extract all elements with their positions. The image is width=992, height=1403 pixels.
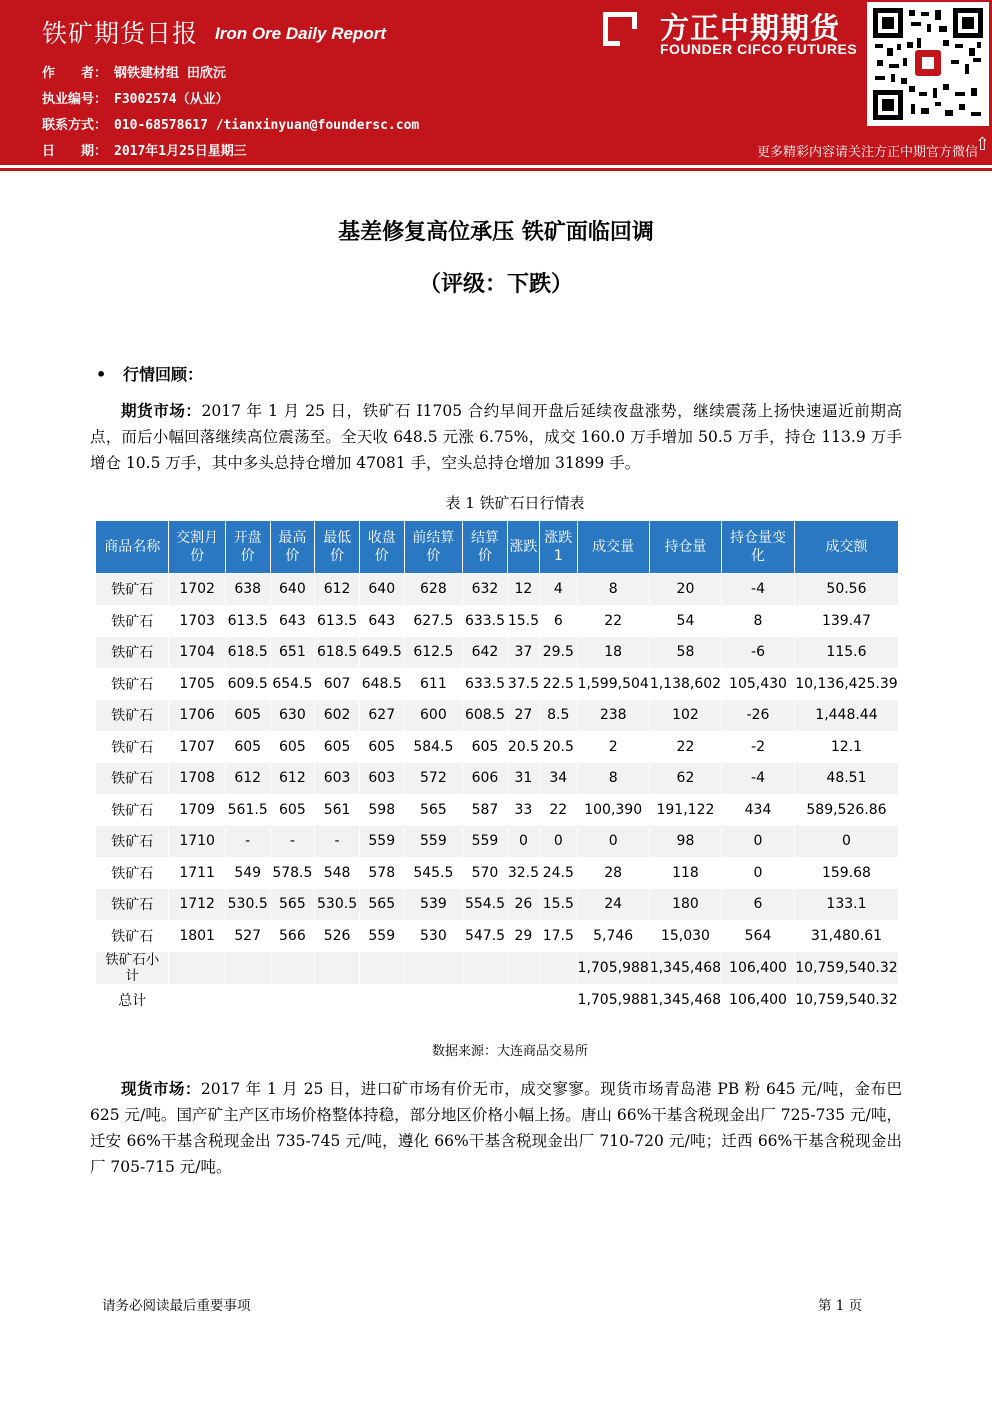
table-row	[96, 731, 899, 763]
table-cell: 640	[270, 574, 315, 606]
table-cell: 530	[404, 920, 463, 952]
table-cell: 559	[404, 826, 463, 858]
table-cell: 1,705,988	[577, 985, 649, 1017]
table-cell: 651	[270, 637, 315, 669]
table-cell: 1704	[169, 637, 225, 669]
table-cell: 1,599,504	[577, 668, 649, 700]
table-cell: 1711	[169, 857, 225, 889]
table-row	[96, 763, 899, 795]
table-cell: 37.5	[507, 668, 539, 700]
meta-date-value: 2017年1月25日星期三	[114, 144, 247, 159]
report-header	[0, 0, 992, 165]
table-cell: 1710	[169, 826, 225, 858]
table-cell: 1,448.44	[794, 700, 898, 732]
table-cell: 1,138,602	[649, 668, 721, 700]
table-cell: 565	[359, 889, 404, 921]
table-cell: 548	[315, 857, 360, 889]
table-cell: 1708	[169, 763, 225, 795]
table-cell	[169, 952, 225, 985]
table-header-row	[96, 521, 899, 574]
table-cell: 191,122	[649, 794, 721, 826]
table-cell: 578.5	[270, 857, 315, 889]
table-cell: 632	[463, 574, 508, 606]
table-cell: 铁矿石	[96, 826, 169, 858]
table-cell	[540, 952, 578, 985]
table-cell: 578	[359, 857, 404, 889]
table-cell: 605	[315, 731, 360, 763]
table-cell	[270, 985, 315, 1017]
bullet-icon: •	[96, 365, 107, 384]
table-cell: 0	[507, 826, 539, 858]
table-cell: 654.5	[270, 668, 315, 700]
table-cell: 618.5	[225, 637, 270, 669]
table-cell: 26	[507, 889, 539, 921]
table-cell: 613.5	[225, 605, 270, 637]
table-cell: 115.6	[794, 637, 898, 669]
table-cell: 31,480.61	[794, 920, 898, 952]
table-cell: 1707	[169, 731, 225, 763]
report-headline: 基差修复高位承压 铁矿面临回调	[338, 220, 654, 245]
table-cell: -	[270, 826, 315, 858]
table-cell: 605	[270, 731, 315, 763]
table-cell: 559	[359, 920, 404, 952]
table-cell	[225, 952, 270, 985]
column-header: 商品名称	[96, 521, 169, 574]
table-cell: 607	[315, 668, 360, 700]
table-cell: 643	[359, 605, 404, 637]
table-cell: 539	[404, 889, 463, 921]
table-cell: 12.1	[794, 731, 898, 763]
table-cell: 612	[315, 574, 360, 606]
table-cell: 566	[270, 920, 315, 952]
table-cell	[507, 952, 539, 985]
table-cell: 605	[225, 731, 270, 763]
table-row	[96, 700, 899, 732]
table-cell: 640	[359, 574, 404, 606]
table-cell: 549	[225, 857, 270, 889]
column-header: 持仓量	[649, 521, 721, 574]
table-cell: 1,705,988	[577, 952, 649, 985]
table-cell: 铁矿石	[96, 731, 169, 763]
table-cell: 530.5	[315, 889, 360, 921]
footer-disclaimer: 请务必阅读最后重要事项	[102, 1298, 251, 1314]
meta-license	[42, 88, 229, 107]
table-cell: -	[315, 826, 360, 858]
table-cell: 105,430	[722, 668, 795, 700]
data-source: 数据来源：大连商品交易所	[431, 1044, 588, 1059]
table-cell: 434	[722, 794, 795, 826]
table-row	[96, 826, 899, 858]
table-cell: 62	[649, 763, 721, 795]
meta-date-key: 日 期：	[42, 144, 108, 159]
table-cell: 98	[649, 826, 721, 858]
futures-paragraph	[90, 398, 902, 476]
table-cell: 54	[649, 605, 721, 637]
table-cell	[507, 985, 539, 1017]
table-cell	[169, 985, 225, 1017]
founder-logo-icon	[603, 12, 637, 46]
table-row	[96, 668, 899, 700]
table-cell: 605	[225, 700, 270, 732]
table-cell: 15.5	[507, 605, 539, 637]
table-cell: 561	[315, 794, 360, 826]
table-cell: 28	[577, 857, 649, 889]
table-cell: 0	[577, 826, 649, 858]
table-cell: 37	[507, 637, 539, 669]
table-cell: 102	[649, 700, 721, 732]
column-header: 前结算 价	[404, 521, 463, 574]
table-cell: 133.1	[794, 889, 898, 921]
header-divider	[0, 168, 992, 171]
table-cell: 554.5	[463, 889, 508, 921]
table-cell: 642	[463, 637, 508, 669]
table-cell: -4	[722, 574, 795, 606]
table-cell: 20.5	[507, 731, 539, 763]
table-cell: 613.5	[315, 605, 360, 637]
table-cell: -	[225, 826, 270, 858]
spot-text: 2017 年 1 月 25 日，进口矿市场有价无市，成交寥寥。现货市场青岛港 PB 粉 645 元/吨，金布巴 625 元/吨。国产矿主产区市场价格整体持稳，部分地区价格小幅上扬。唐山 66%干基含税现金出厂 725-735 元/吨，迁安 66%干基含税现金出 735-745 元/吨，遵化 66%干基含税现金出厂 710-720 元/吨；迁西 66%干基含税现金出厂 705-715 元/吨。	[90, 1080, 902, 1176]
table-cell: 29.5	[540, 637, 578, 669]
table-cell: 4	[540, 574, 578, 606]
table-cell: 643	[270, 605, 315, 637]
table-cell: 565	[270, 889, 315, 921]
table-cell: 584.5	[404, 731, 463, 763]
table-cell: 605	[270, 794, 315, 826]
table-cell: 29	[507, 920, 539, 952]
column-header: 交割月 份	[169, 521, 225, 574]
table-cell	[540, 985, 578, 1017]
table-cell: 627.5	[404, 605, 463, 637]
table-cell: 铁矿石	[96, 700, 169, 732]
table-cell: 0	[722, 857, 795, 889]
table-row	[96, 794, 899, 826]
table-cell: 6	[540, 605, 578, 637]
arrow-up-icon: ⇧	[974, 134, 990, 155]
table-cell: -26	[722, 700, 795, 732]
table-cell: 6	[722, 889, 795, 921]
table-cell: 31	[507, 763, 539, 795]
table-cell: 0	[540, 826, 578, 858]
table-cell: 648.5	[359, 668, 404, 700]
table-row	[96, 952, 899, 985]
table-cell: 618.5	[315, 637, 360, 669]
report-title-cn: 铁矿期货日报	[42, 19, 199, 48]
table-cell: 铁矿石	[96, 637, 169, 669]
table-cell: 33	[507, 794, 539, 826]
table-cell: 铁矿石	[96, 763, 169, 795]
table-cell: 铁矿石	[96, 605, 169, 637]
page-number: 第 1 页	[818, 1298, 863, 1314]
table-cell: 22	[577, 605, 649, 637]
table-cell: 12	[507, 574, 539, 606]
table-cell: 633.5	[463, 668, 508, 700]
table-cell: 606	[463, 763, 508, 795]
table-cell: 22.5	[540, 668, 578, 700]
table-cell: 8	[722, 605, 795, 637]
wechat-qr-code-icon	[867, 2, 989, 126]
column-header: 开盘 价	[225, 521, 270, 574]
table-cell: 545.5	[404, 857, 463, 889]
table-cell: 24.5	[540, 857, 578, 889]
futures-text: 2017 年 1 月 25 日，铁矿石 I1705 合约早间开盘后延续夜盘涨势，继续震荡上扬快速逼近前期高点，而后小幅回落继续高位震荡至。全天收 648.5 元涨 6.75%，成交 160.0 万手增加 50.5 万手，持仓 113.9 万手增仓 10.5 万手，其中多头总持仓增加 47081 手，空头总持仓增加 31899 手。	[90, 402, 902, 472]
table-cell: 2	[577, 731, 649, 763]
table-cell	[270, 952, 315, 985]
table-cell: 106,400	[722, 952, 795, 985]
table-cell: 8	[577, 574, 649, 606]
table-cell: 603	[359, 763, 404, 795]
table-cell: 572	[404, 763, 463, 795]
table-cell: 铁矿石小 计	[96, 952, 169, 985]
table-cell: 565	[404, 794, 463, 826]
meta-contact-key: 联系方式：	[42, 118, 108, 133]
column-header: 收盘 价	[359, 521, 404, 574]
table-cell: 10,136,425.39	[794, 668, 898, 700]
table-cell: 1702	[169, 574, 225, 606]
table-cell	[404, 952, 463, 985]
table-cell: 559	[359, 826, 404, 858]
table-cell: 630	[270, 700, 315, 732]
table-cell	[315, 985, 360, 1017]
table-row	[96, 889, 899, 921]
meta-contact-value: 010-68578617 /tianxinyuan@foundersc.com	[114, 118, 420, 133]
table-cell: 总计	[96, 985, 169, 1017]
meta-author-key: 作 者：	[42, 66, 108, 81]
table-cell: 570	[463, 857, 508, 889]
table-cell: 589,526.86	[794, 794, 898, 826]
table-cell: 633.5	[463, 605, 508, 637]
table-cell: 5,746	[577, 920, 649, 952]
table-cell: 180	[649, 889, 721, 921]
table-row	[96, 574, 899, 606]
table-cell: 602	[315, 700, 360, 732]
table-cell: 27	[507, 700, 539, 732]
table-cell: 8.5	[540, 700, 578, 732]
table-cell: 17.5	[540, 920, 578, 952]
meta-license-value: F3002574（从业）	[114, 92, 229, 107]
table-cell: 598	[359, 794, 404, 826]
table-cell: 22	[649, 731, 721, 763]
column-header: 涨跌 1	[540, 521, 578, 574]
table-cell: 8	[577, 763, 649, 795]
table-cell: 1705	[169, 668, 225, 700]
table-cell: 1706	[169, 700, 225, 732]
table-cell: 530.5	[225, 889, 270, 921]
report-title-en: Iron Ore Daily Report	[215, 24, 386, 43]
table-cell: 34	[540, 763, 578, 795]
table-cell: 20	[649, 574, 721, 606]
table-cell: 611	[404, 668, 463, 700]
table-cell	[315, 952, 360, 985]
column-header: 最高 价	[270, 521, 315, 574]
table-cell: 10,759,540.32	[794, 985, 898, 1017]
table-cell: -4	[722, 763, 795, 795]
table-cell: 600	[404, 700, 463, 732]
table-cell: 139.47	[794, 605, 898, 637]
table-cell: 106,400	[722, 985, 795, 1017]
table-caption: 表 1 铁矿石日行情表	[445, 494, 585, 512]
table-cell: 0	[722, 826, 795, 858]
table-cell: 1709	[169, 794, 225, 826]
table-cell: 58	[649, 637, 721, 669]
futures-lead: 期货市场：	[121, 402, 202, 420]
table-cell: 铁矿石	[96, 668, 169, 700]
table-cell: 612.5	[404, 637, 463, 669]
table-cell: 50.56	[794, 574, 898, 606]
table-cell: 527	[225, 920, 270, 952]
meta-author-value: 钢铁建材组 田欣沅	[114, 66, 226, 81]
table-cell	[463, 985, 508, 1017]
table-cell	[404, 985, 463, 1017]
section-heading	[96, 362, 203, 385]
table-row	[96, 920, 899, 952]
table-cell: 15.5	[540, 889, 578, 921]
column-header: 最低 价	[315, 521, 360, 574]
table-row	[96, 605, 899, 637]
table-cell	[359, 985, 404, 1017]
table-cell: 564	[722, 920, 795, 952]
column-header: 成交额	[794, 521, 898, 574]
table-cell	[463, 952, 508, 985]
table-cell: 118	[649, 857, 721, 889]
table-cell: 100,390	[577, 794, 649, 826]
table-cell: 32.5	[507, 857, 539, 889]
table-cell: 铁矿石	[96, 794, 169, 826]
section-heading-text: 行情回顾：	[122, 365, 203, 384]
table-body	[96, 574, 899, 1017]
table-cell: 铁矿石	[96, 574, 169, 606]
table-cell: -6	[722, 637, 795, 669]
iron-ore-daily-table	[95, 520, 899, 1017]
table-cell: 48.51	[794, 763, 898, 795]
table-cell: 159.68	[794, 857, 898, 889]
table-cell	[225, 985, 270, 1017]
table-row	[96, 857, 899, 889]
table-row	[96, 637, 899, 669]
column-header: 结算 价	[463, 521, 508, 574]
table-cell: 609.5	[225, 668, 270, 700]
table-cell: 18	[577, 637, 649, 669]
column-header: 涨跌	[507, 521, 539, 574]
table-cell	[359, 952, 404, 985]
table-cell: 547.5	[463, 920, 508, 952]
table-cell: 612	[270, 763, 315, 795]
table-cell: 铁矿石	[96, 920, 169, 952]
table-cell: 1703	[169, 605, 225, 637]
table-cell: 1712	[169, 889, 225, 921]
table-cell: 587	[463, 794, 508, 826]
spot-paragraph	[90, 1076, 902, 1180]
meta-author	[42, 62, 226, 81]
column-header: 持仓量变 化	[722, 521, 795, 574]
table-cell: 15,030	[649, 920, 721, 952]
table-cell: 612	[225, 763, 270, 795]
table-cell: 628	[404, 574, 463, 606]
table-cell: 10,759,540.32	[794, 952, 898, 985]
table-cell: 605	[359, 731, 404, 763]
table-cell: 627	[359, 700, 404, 732]
brand-name-en: FOUNDER CIFCO FUTURES	[660, 41, 858, 57]
table-cell: -2	[722, 731, 795, 763]
meta-date	[42, 140, 247, 159]
column-header: 成交量	[577, 521, 649, 574]
table-cell: 22	[540, 794, 578, 826]
table-cell: 0	[794, 826, 898, 858]
spot-lead: 现货市场：	[121, 1080, 201, 1098]
table-cell: 559	[463, 826, 508, 858]
table-cell: 608.5	[463, 700, 508, 732]
table-cell: 603	[315, 763, 360, 795]
table-cell: 铁矿石	[96, 857, 169, 889]
table-cell: 526	[315, 920, 360, 952]
meta-contact	[42, 114, 419, 133]
table-cell: 238	[577, 700, 649, 732]
table-cell: 1801	[169, 920, 225, 952]
table-cell: 1,345,468	[649, 952, 721, 985]
table-cell: 638	[225, 574, 270, 606]
table-cell: 24	[577, 889, 649, 921]
table-cell: 605	[463, 731, 508, 763]
table-cell: 20.5	[540, 731, 578, 763]
table-row	[96, 985, 899, 1017]
meta-license-key: 执业编号：	[42, 92, 108, 107]
report-rating: （评级：下跌）	[418, 272, 573, 297]
table-cell: 649.5	[359, 637, 404, 669]
follow-wechat-text: 更多精彩内容请关注方正中期官方微信	[756, 145, 978, 160]
table-cell: 561.5	[225, 794, 270, 826]
table-cell: 1,345,468	[649, 985, 721, 1017]
brand-name-cn: 方正中期期货	[660, 11, 841, 45]
table-cell: 铁矿石	[96, 889, 169, 921]
